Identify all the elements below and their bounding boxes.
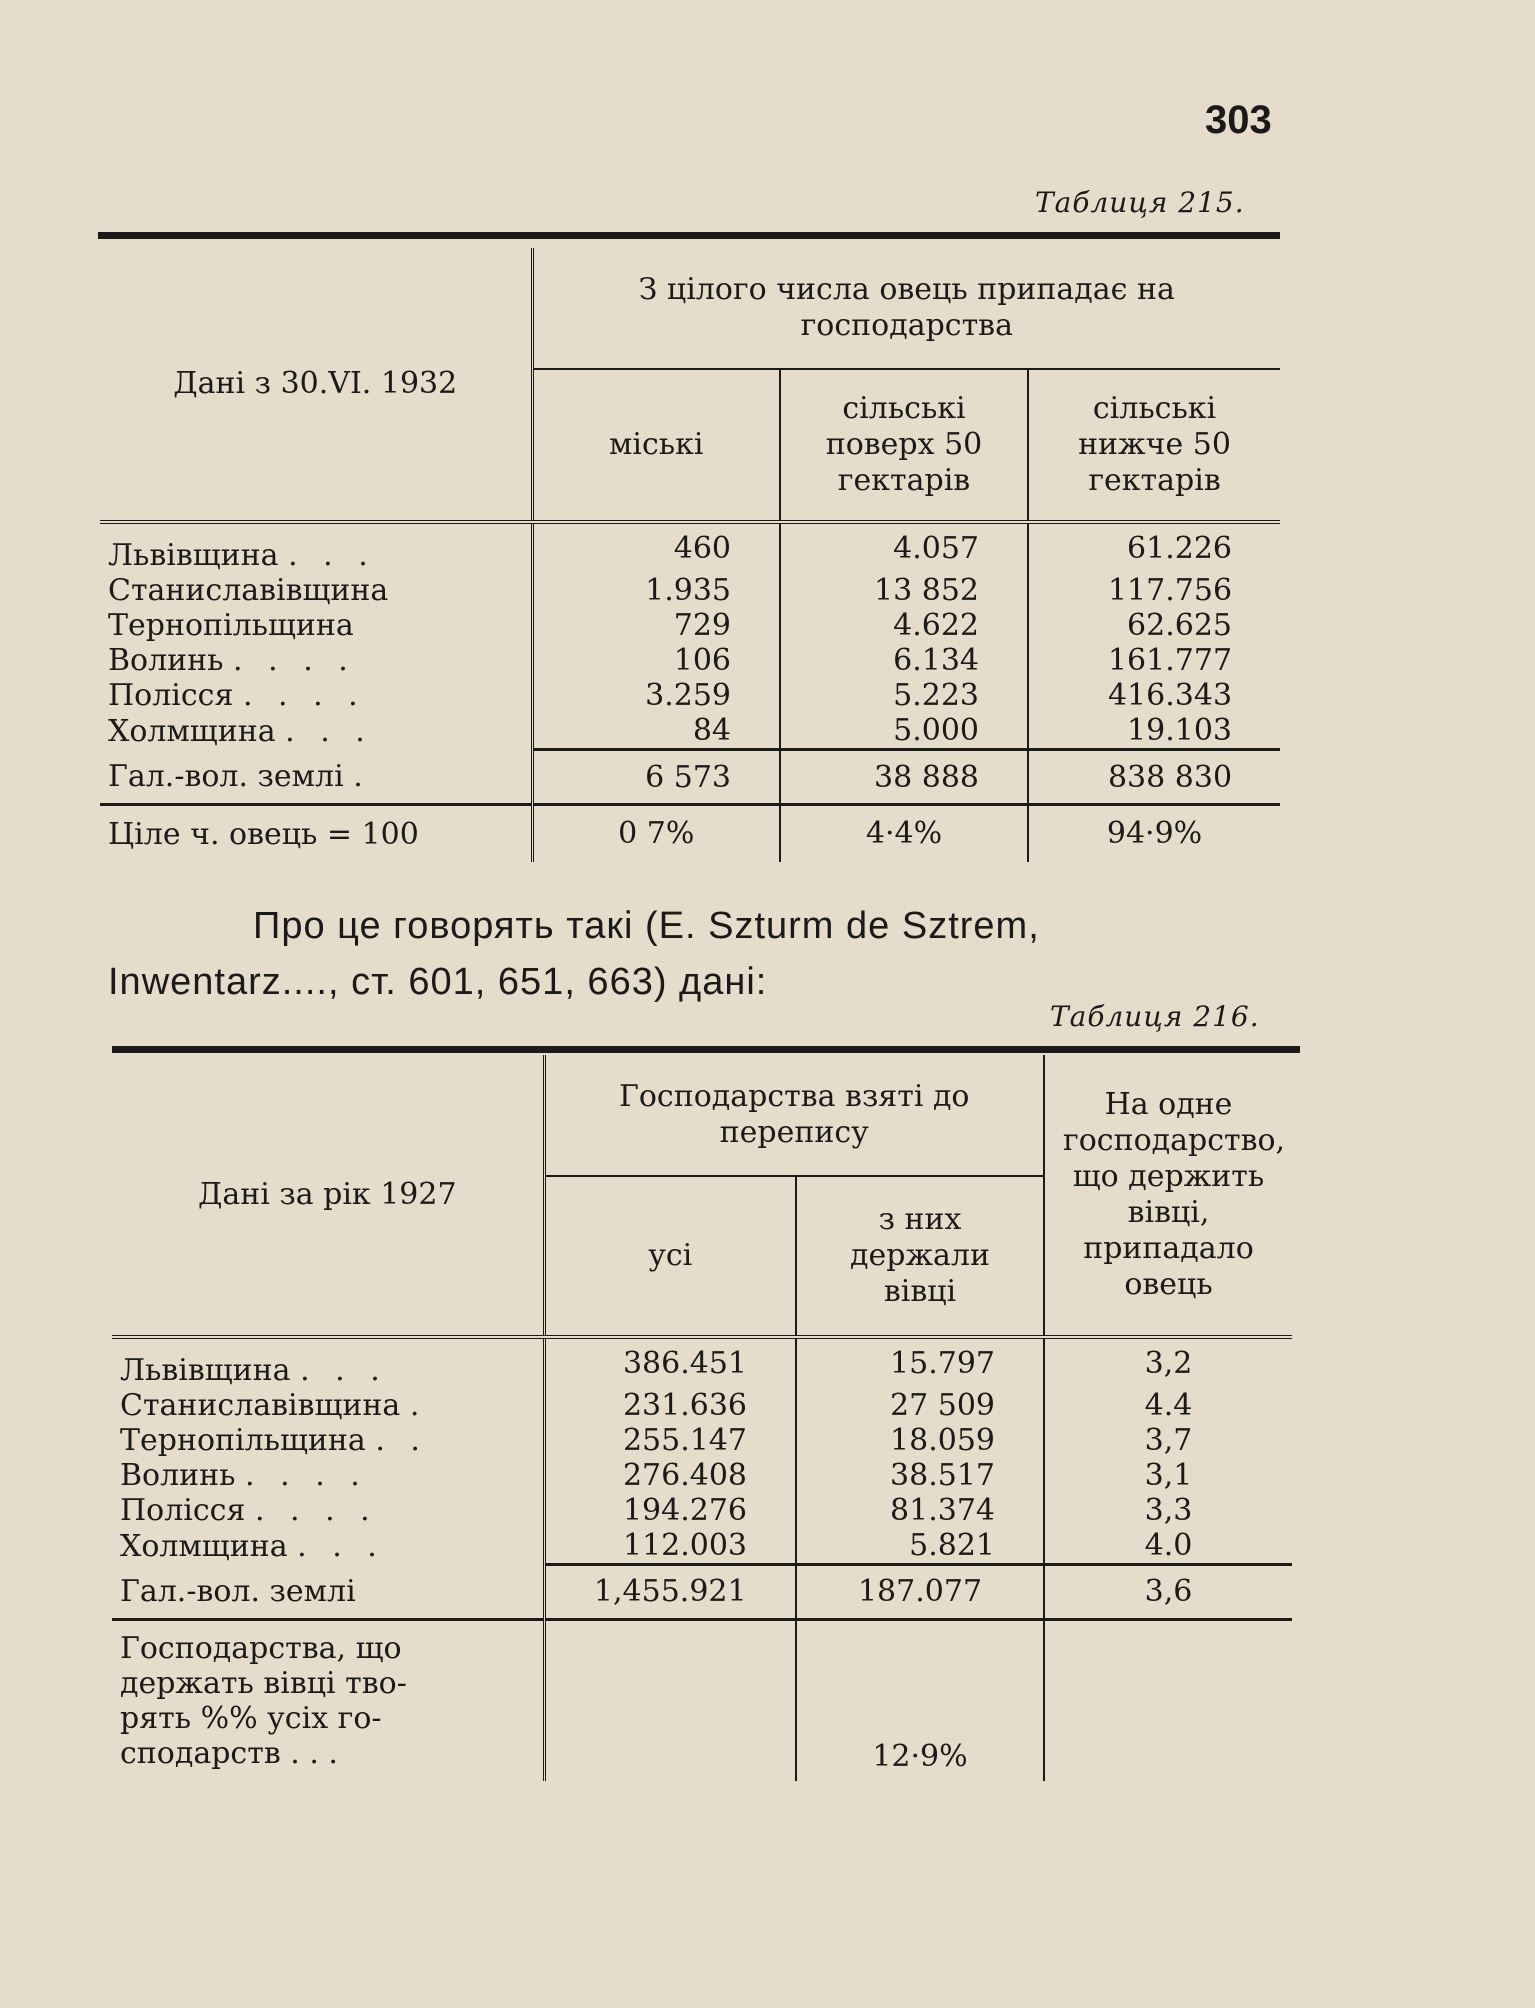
row-label: Гал.-вол. землі [108, 758, 344, 794]
table-215-col-header-3: сільські нижче 50 гектарів [1028, 369, 1280, 522]
row-label: Тернопільщина [120, 1423, 366, 1458]
cell: 3.259 [532, 678, 780, 713]
cell: 5.821 [796, 1528, 1044, 1565]
cell [544, 1620, 796, 1782]
cell: 38 888 [780, 750, 1028, 805]
row-label-line: Господарства, що [120, 1631, 402, 1666]
row-label: Полісся [108, 678, 234, 713]
leader-dots: . . . [288, 538, 376, 573]
cell: 386.451 [544, 1337, 796, 1388]
cell: 6.134 [780, 643, 1028, 678]
row-label-line: сподарств . . . [120, 1736, 338, 1771]
cell: 112.003 [544, 1528, 796, 1565]
cell: 4.0 [1044, 1528, 1292, 1565]
table-row [100, 608, 1280, 643]
leader-dots: . . . . [254, 1493, 378, 1528]
table-216-group-header-text: Господарства взяті до перепису [619, 1079, 970, 1150]
table-share-row [112, 1620, 1292, 1782]
leader-dots: . . . [297, 1528, 385, 1564]
cell: 161.777 [1028, 643, 1280, 678]
cell: 3,6 [1044, 1565, 1292, 1620]
cell: 94·9% [1028, 805, 1280, 863]
body-paragraph [108, 898, 1308, 1010]
cell: 13 852 [780, 573, 1028, 608]
cell: 84 [532, 713, 780, 750]
row-label: Тернопільщина [108, 608, 354, 643]
cell: 18.059 [796, 1423, 1044, 1458]
cell: 416.343 [1028, 678, 1280, 713]
row-label: Ціле ч. овець = 100 [108, 816, 419, 852]
paragraph-line-1: Про це говорять такі (E. Szturm de Sztrem, [253, 905, 1040, 947]
leader-dots: . . . [285, 713, 373, 749]
cell [1044, 1620, 1292, 1782]
cell: 61.226 [1028, 522, 1280, 573]
table-row [112, 1388, 1292, 1423]
table-216-stub-header: Дані за рік 1927 [112, 1055, 544, 1337]
cell: 4·4% [780, 805, 1028, 863]
leader-dots: . . . [300, 1353, 388, 1388]
cell: 15.797 [796, 1337, 1044, 1388]
table-total-row [112, 1565, 1292, 1620]
table-215-group-header-text: З цілого числа овець припадає на господарства [638, 272, 1175, 343]
row-label: Холмщина [120, 1528, 288, 1564]
leader-dots: . . . . [242, 678, 366, 713]
leader-dots: . [353, 758, 371, 794]
cell: 5.000 [780, 713, 1028, 750]
row-label: Станиславівщина [120, 1388, 401, 1423]
leader-dots: . . . . [233, 643, 356, 678]
table-216-col-header-2: з них держали вівці [796, 1176, 1044, 1337]
cell: 106 [532, 643, 780, 678]
paragraph-line-2: Inwentarz...., ст. 601, 651, 663) дані: [108, 961, 768, 1003]
leader-dots: . [409, 1388, 428, 1423]
row-label-line: держать вівці тво- [120, 1666, 407, 1701]
table-row [112, 1337, 1292, 1388]
cell: 6 573 [532, 750, 780, 805]
cell: 276.408 [544, 1458, 796, 1493]
row-label: Волинь [108, 643, 224, 678]
cell: 4.057 [780, 522, 1028, 573]
table-215-top-rule [98, 232, 1280, 239]
table-216-top-rule [112, 1046, 1300, 1053]
cell: 1,455.921 [544, 1565, 796, 1620]
table-215-caption: Таблиця 215. [1035, 186, 1245, 219]
table-percent-row [100, 805, 1280, 863]
cell: 38.517 [796, 1458, 1044, 1493]
table-total-row [100, 750, 1280, 805]
table-215-col-header-1: міські [532, 369, 780, 522]
table-216-group-header [544, 1055, 1044, 1176]
cell: 3,1 [1044, 1458, 1292, 1493]
table-216-col-header-1: усі [544, 1176, 796, 1337]
cell: 19.103 [1028, 713, 1280, 750]
cell: 3,7 [1044, 1423, 1292, 1458]
cell: 62.625 [1028, 608, 1280, 643]
cell: 5.223 [780, 678, 1028, 713]
cell: 1.935 [532, 573, 780, 608]
table-row [112, 1528, 1292, 1565]
table-215-stub-header: Дані з 30.VI. 1932 [100, 248, 532, 522]
cell: 231.636 [544, 1388, 796, 1423]
cell: 255.147 [544, 1423, 796, 1458]
cell: 117.756 [1028, 573, 1280, 608]
cell: 27 509 [796, 1388, 1044, 1423]
table-row [100, 713, 1280, 750]
row-label-line: рять %% усіх го- [120, 1701, 382, 1736]
row-label: Львівщина [120, 1353, 291, 1388]
cell: 0 7% [532, 805, 780, 863]
table-row [100, 678, 1280, 713]
cell: 729 [532, 608, 780, 643]
cell: 187.077 [796, 1565, 1044, 1620]
row-label: Гал.-вол. землі [112, 1565, 544, 1620]
leader-dots: . . [375, 1423, 428, 1458]
cell [796, 1620, 1044, 1782]
table-row [112, 1458, 1292, 1493]
row-label: Волинь [120, 1458, 236, 1493]
table-215 [100, 248, 1280, 862]
table-row [100, 573, 1280, 608]
leader-dots: . . . . [245, 1458, 368, 1493]
table-215-col-header-2: сільські поверх 50 гектарів [780, 369, 1028, 522]
page-number: 303 [1205, 98, 1272, 142]
cell: 3,2 [1044, 1337, 1292, 1388]
table-row [100, 643, 1280, 678]
table-216 [112, 1055, 1292, 1781]
row-label: Полісся [120, 1493, 246, 1528]
table-216-right-header: На одне господарство, що держить вівці, припадало овець [1044, 1055, 1292, 1337]
cell: 81.374 [796, 1493, 1044, 1528]
share-value: 12·9% [872, 1739, 968, 1774]
cell: 194.276 [544, 1493, 796, 1528]
row-label: Холмщина [108, 713, 276, 749]
row-label [112, 1620, 544, 1782]
table-row [100, 522, 1280, 573]
table-216-caption: Таблиця 216. [1050, 1000, 1260, 1033]
cell: 3,3 [1044, 1493, 1292, 1528]
table-row [112, 1423, 1292, 1458]
cell: 4.622 [780, 608, 1028, 643]
row-label: Львівщина [108, 538, 279, 573]
table-215-group-header [532, 248, 1280, 369]
row-label: Станиславівщина [108, 573, 389, 608]
cell: 4.4 [1044, 1388, 1292, 1423]
cell: 460 [532, 522, 780, 573]
table-row [112, 1493, 1292, 1528]
cell: 838 830 [1028, 750, 1280, 805]
